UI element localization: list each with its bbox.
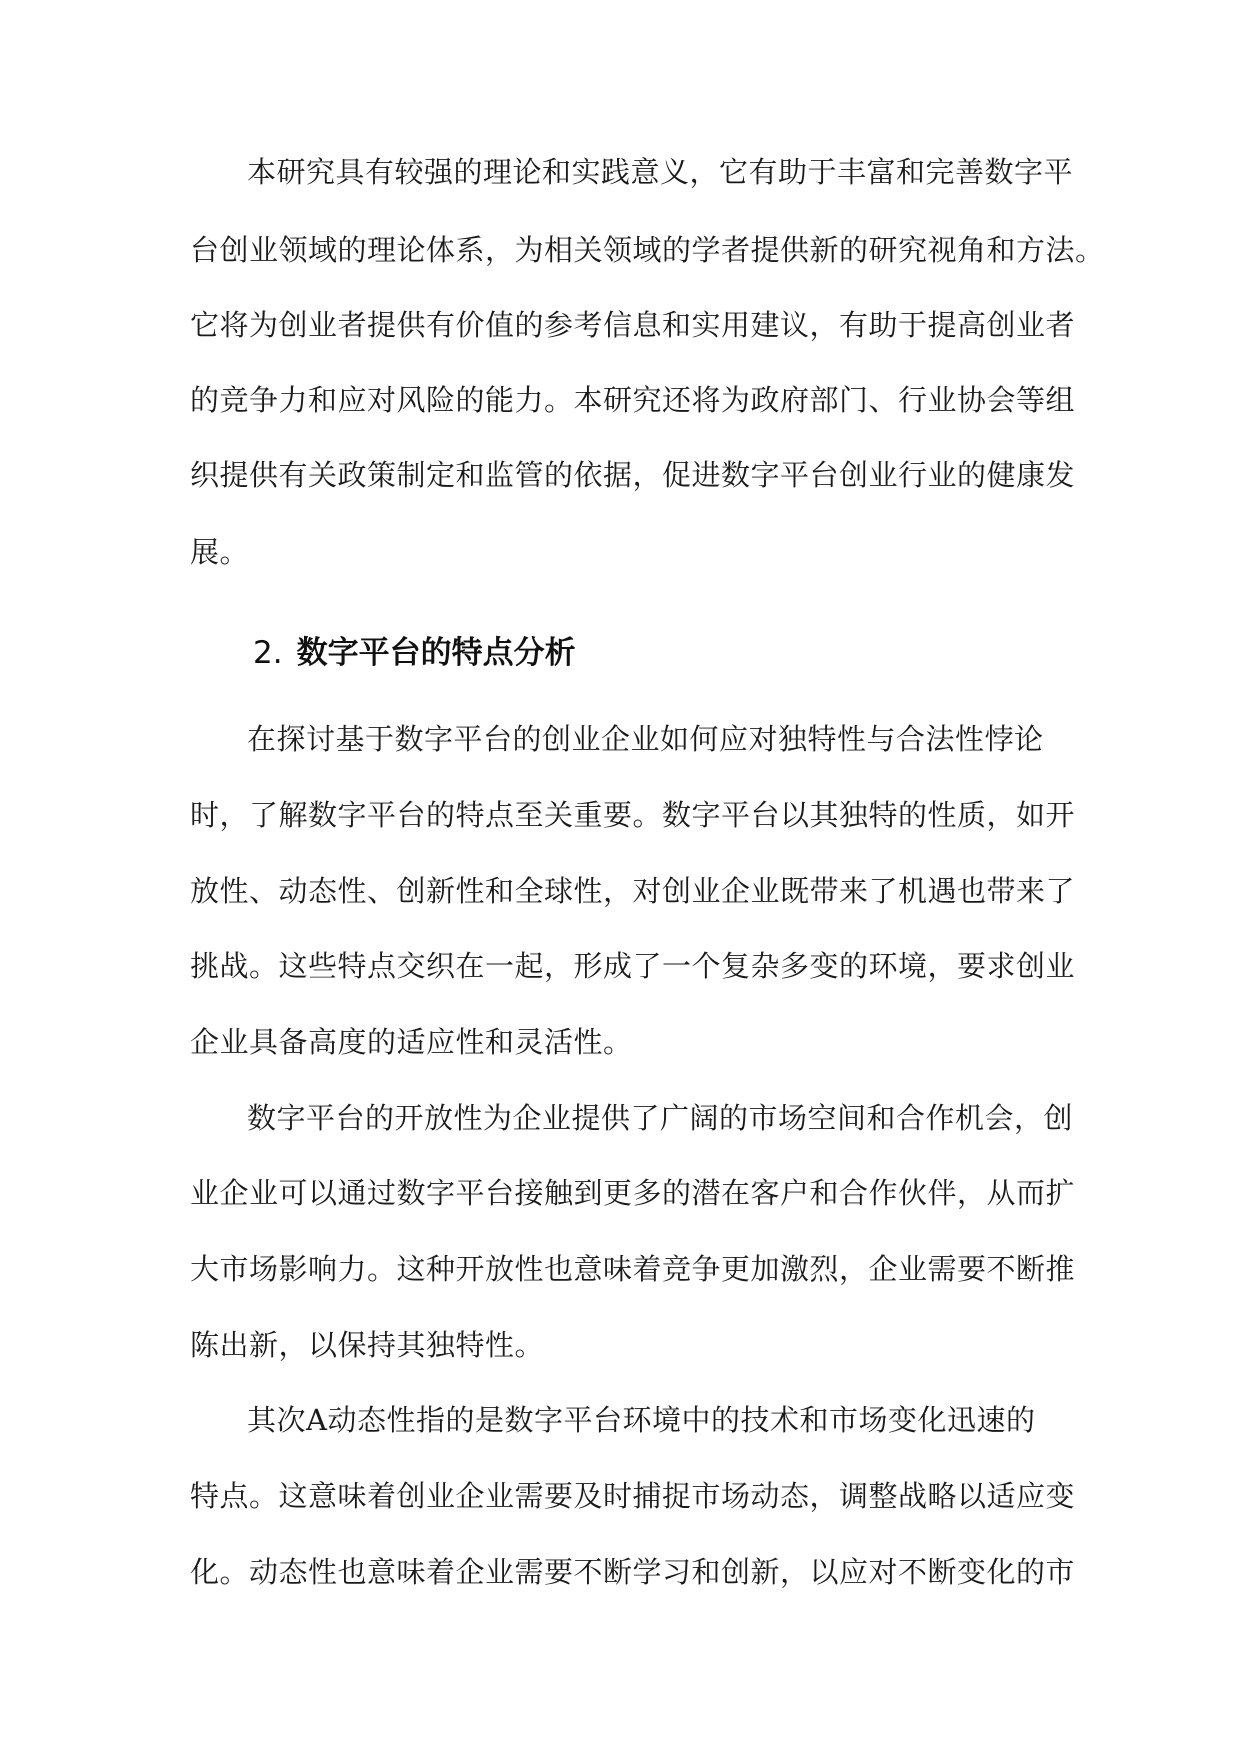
section-heading	[253, 632, 576, 674]
section-paragraph-1-line-4: 挑战。这些特点交织在一起，形成了一个复杂多变的环境，要求创业	[190, 949, 1076, 983]
paragraph-1-line-6: 展。	[190, 535, 250, 569]
section-paragraph-3-line-2: 特点。这意味着创业企业需要及时捕捉市场动态，调整战略以适应变	[190, 1479, 1076, 1513]
section-number: 2.	[253, 635, 283, 671]
paragraph-1-line-1: 本研究具有较强的理论和实践意义，它有助于丰富和完善数字平	[247, 155, 1074, 189]
section-paragraph-3-line-3: 化。动态性也意味着企业需要不断学习和创新，以应对不断变化的市	[190, 1555, 1076, 1589]
section-paragraph-2-line-1: 数字平台的开放性为企业提供了广阔的市场空间和合作机会，创	[247, 1101, 1074, 1135]
section-paragraph-1-line-1: 在探讨基于数字平台的创业企业如何应对独特性与合法性悖论	[247, 722, 1044, 756]
section-paragraph-2-line-3: 大市场影响力。这种开放性也意味着竞争更加激烈，企业需要不断推	[190, 1252, 1076, 1286]
paragraph-1-line-4: 的竞争力和应对风险的能力。本研究还将为政府部门、行业协会等组	[190, 383, 1076, 417]
section-paragraph-2-line-2: 业企业可以通过数字平台接触到更多的潜在客户和合作伙伴，从而扩	[190, 1176, 1076, 1210]
section-paragraph-1-line-2: 时，了解数字平台的特点至关重要。数字平台以其独特的性质，如开	[190, 798, 1076, 832]
section-paragraph-1-line-3: 放性、动态性、创新性和全球性，对创业企业既带来了机遇也带来了	[190, 874, 1076, 908]
paragraph-1-line-5: 织提供有关政策制定和监管的依据，促进数字平台创业行业的健康发	[190, 458, 1076, 492]
section-paragraph-1-line-5: 企业具备高度的适应性和灵活性。	[190, 1025, 633, 1059]
section-title: 数字平台的特点分析	[296, 635, 576, 671]
section-paragraph-2-line-4: 陈出新，以保持其独特性。	[190, 1328, 545, 1362]
paragraph-1-line-3: 它将为创业者提供有价值的参考信息和实用建议，有助于提高创业者	[190, 308, 1076, 342]
section-paragraph-3-line-1: 其次A动态性指的是数字平台环境中的技术和市场变化迅速的	[247, 1403, 1036, 1437]
paragraph-1-line-2: 台创业领域的理论体系，为相关领域的学者提供新的研究视角和方法。	[190, 233, 1105, 267]
